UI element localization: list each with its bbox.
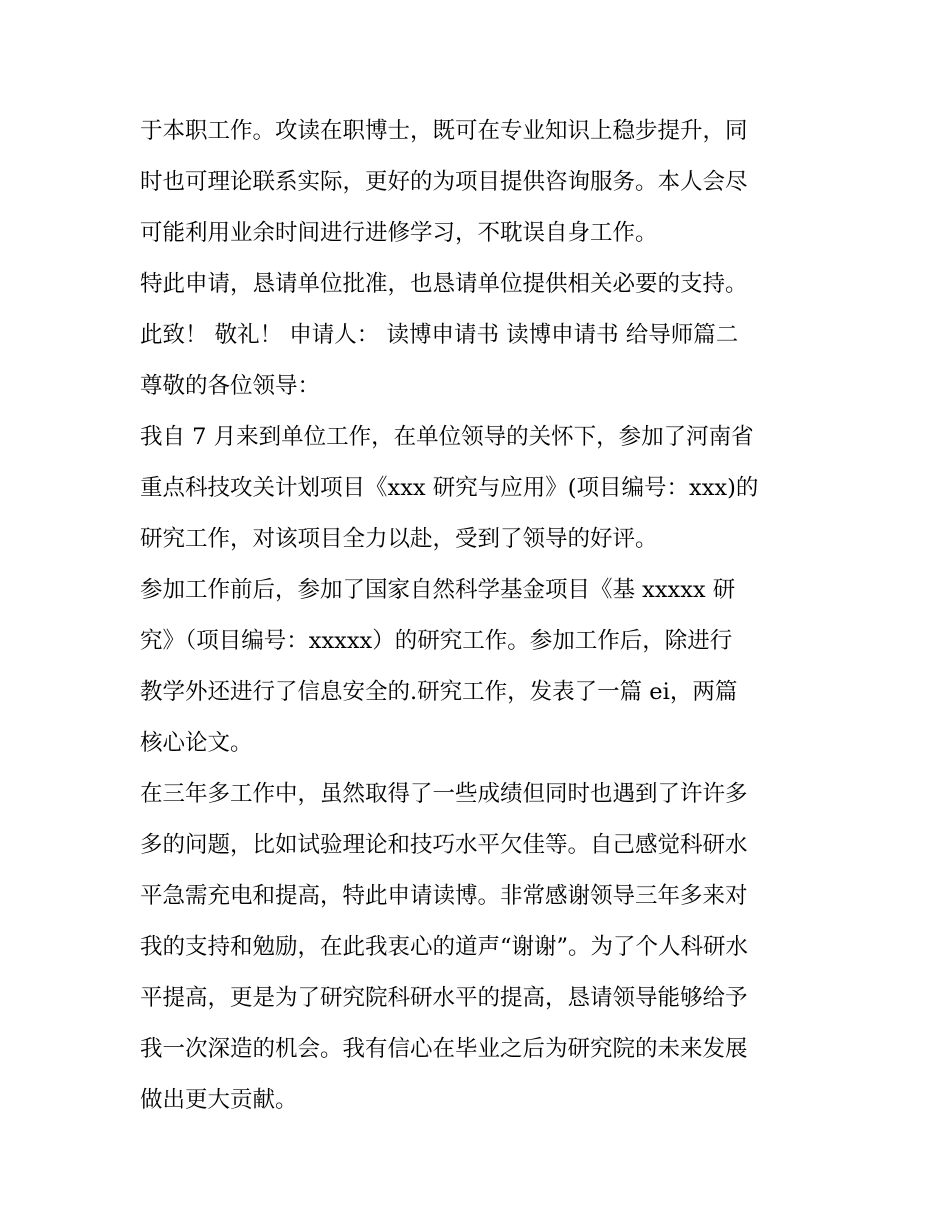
- text-line: 教学外还进行了信息安全的.研究工作，发表了一篇 ei，两篇: [140, 679, 738, 705]
- document-body: [140, 106, 812, 1126]
- text-line: 多的问题，比如试验理论和技巧水平欠佳等。自己感觉科研水: [140, 832, 748, 858]
- text-line: 重点科技攻关计划项目《xxx 研究与应用》(项目编号：xxx)的: [140, 475, 759, 501]
- text-line: 平提高，更是为了研究院科研水平的提高，恳请领导能够给予: [140, 985, 748, 1011]
- text-line: 究》（项目编号：xxxxx）的研究工作。参加工作后，除进行: [140, 628, 733, 654]
- text-line: 此致！ 敬礼！ 申请人： 读博申请书 读博申请书 给导师篇二: [140, 322, 739, 348]
- text-line: 核心论文。: [140, 730, 253, 756]
- salutation: 尊敬的各位领导：: [140, 373, 321, 399]
- text-line: 参加工作前后，参加了国家自然科学基金项目《基 xxxxx 研: [140, 577, 736, 603]
- text-line: 时也可理论联系实际，更好的为项目提供咨询服务。本人会尽: [140, 169, 748, 195]
- text-line: 我的支持和勉励，在此我衷心的道声“谢谢”。为了个人科研水: [140, 934, 749, 960]
- text-line: 研究工作，对该项目全力以赴，受到了领导的好评。: [140, 526, 658, 552]
- text-line: 特此申请，恳请单位批准，也恳请单位提供相关必要的支持。: [140, 271, 748, 297]
- text-line: 可能利用业余时间进行进修学习，不耽误自身工作。: [140, 220, 658, 246]
- text-line: 在三年多工作中，虽然取得了一些成绩但同时也遇到了许许多: [140, 781, 748, 807]
- text-line: 我自 7 月来到单位工作，在单位领导的关怀下，参加了河南省: [140, 424, 754, 450]
- text-line: 平急需充电和提高，特此申请读博。非常感谢领导三年多来对: [140, 883, 748, 909]
- text-line: 于本职工作。攻读在职博士，既可在专业知识上稳步提升，同: [140, 118, 748, 144]
- text-line: 做出更大贡献。: [140, 1087, 298, 1113]
- text-line: 我一次深造的机会。我有信心在毕业之后为研究院的未来发展: [140, 1036, 748, 1062]
